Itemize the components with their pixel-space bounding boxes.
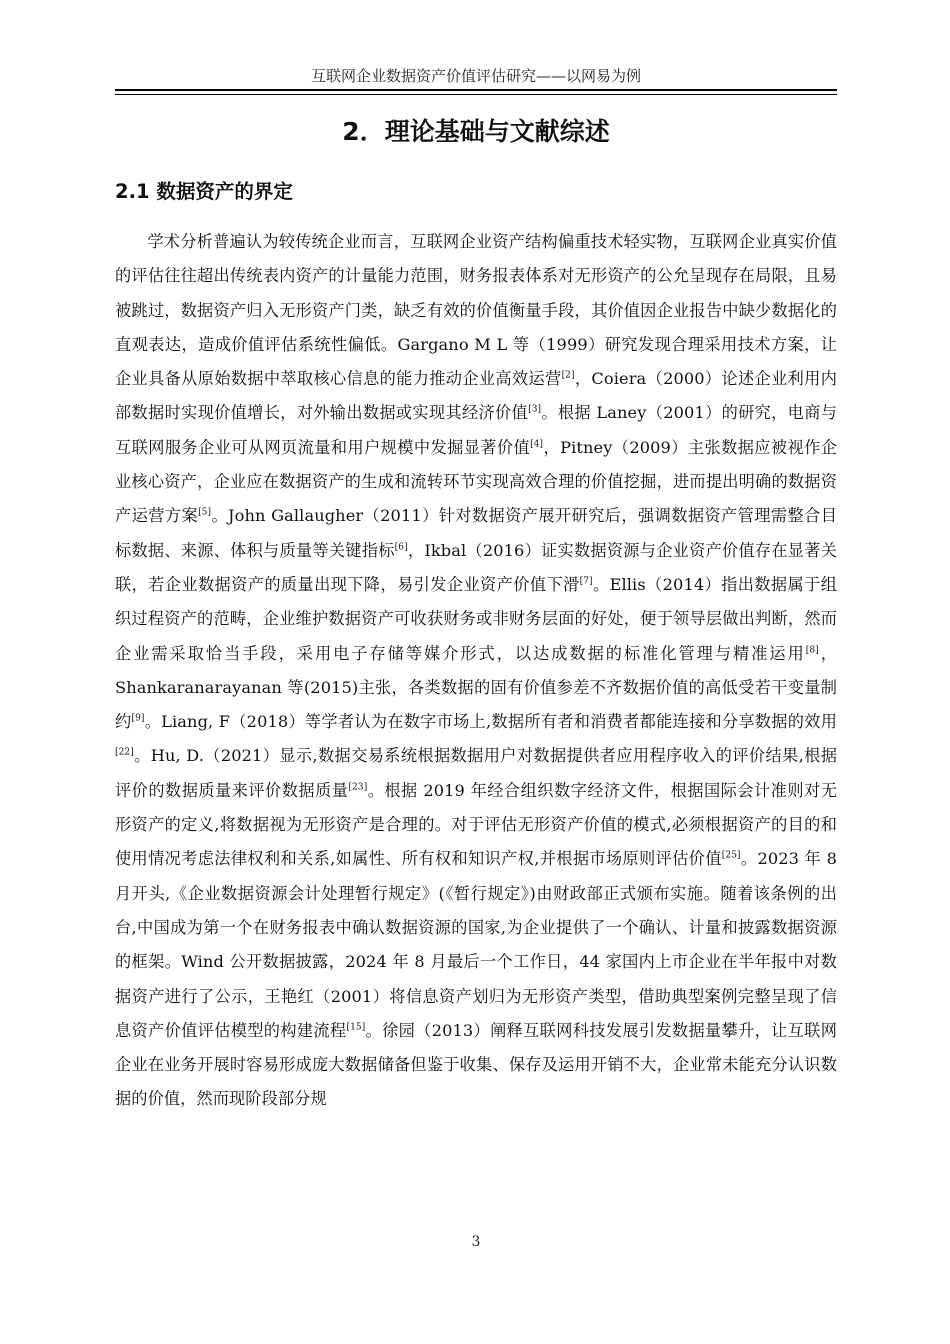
citation-ref: [22] [115,748,134,759]
citation-ref: [8] [805,645,819,656]
header-rule-thin [115,94,837,95]
paragraph-text: 。徐园（2013）阐释互联网科技发展引发数据量攀升，让互联网企业在业务开展时容易形成庞大数据储备但鉴于收集、保存及运用开销不大，企业常未能充分认识数据的价值，然而现阶段部分规 [115,1020,837,1109]
citation-ref: [25] [721,850,741,861]
paragraph-text: ，Pitney（2009）主张数据应被视作企业核心资产，企业应在数据资产的生成和流转环节实现高效合理的价值挖掘，进而提出明确的数据资产运营方案 [115,437,837,526]
paragraph-text: 。2023 年 8 月开头,《企业数据资源会计处理暂行规定》(《暂行规定》)由财政部正式颁布实施。随着该条例的出台,中国成为第一个在财务报表中确认数据资源的国家,为企业提供了一个确认、计量和披露数据资源的框架。Wind 公开数据披露，2024 年 8 月最后一个工作日，44 家国内上市企业在半年报中对数据资产进行了公示，王艳红（2001）将信息资产划归为无形资产类型，借助典型案例完整呈现了信息资产价值评估模型的构建流程 [115,849,838,1040]
paragraph-text: 学术分析普遍认为较传统企业而言，互联网企业资产结构偏重技术轻实物，互联网企业真实价值的评估往往超出传统表内资产的计量能力范围，财务报表体系对无形资产的公允呈现存在局限，且易被跳过，数据资产归入无形资产门类，缺乏有效的价值衡量手段，其价值因企业报告中缺少数据化的直观表达，造成价值评估系统性偏低。Gargano M L 等（1999）研究发现合理采用技术方案，让企业具备从原始数据中萃取核心信息的能力推动企业高效运营 [115,232,837,389]
paragraph-text: 。Ellis（2014）指出数据属于组织过程资产的范畴，企业维护数据资产可收获财务或非财务层面的好处，便于领导层做出判断，然而企业需采取恰当手段，采用电子存储等媒介形式，以达成数据的标准化管理与精准运用 [115,574,837,663]
citation-ref: [2] [561,370,575,381]
paragraph-text: 。根据 Laney（2001）的研究，电商与互联网服务企业可从网页流量和用户规模中发掘显著价值 [115,403,838,457]
citation-ref: [4] [530,439,544,450]
citation-ref: [5] [198,507,212,518]
citation-ref: [7] [579,576,593,587]
citation-ref: [3] [528,405,542,416]
section-title: 2.1 数据资产的界定 [115,180,293,203]
citation-ref: [23] [348,782,368,793]
paragraph-text: ，Ikbal（2016）证实数据资源与企业资产价值存在显著关联，若企业数据资产的质量出现下降，易引发企业资产价值下滑 [115,540,837,594]
paragraph-text: ，Coiera（2000）论述企业利用内部数据时实现价值增长，对外输出数据或实现其经济价值 [115,369,837,423]
paragraph-text: 。根据 2019 年经合组织数字经济文件，根据国际会计准则对无形资产的定义,将数据视为无形资产是合理的。对于评估无形资产价值的模式,必须根据资产的目的和使用情况考虑法律权利和关系,如属性、所有权和知识产权,并根据市场原则评估价值 [115,780,837,869]
paragraph-text: 。Liang, F（2018）等学者认为在数字市场上,数据所有者和消费者都能连接和分享数据的效用 [144,712,837,732]
chapter-title: 2．理论基础与文献综述 [342,117,610,146]
running-header: 互联网企业数据资产价值评估研究——以网易为例 [310,67,641,85]
header-rule-thick [115,89,837,91]
citation-ref: [15] [346,1022,366,1033]
body-paragraph [115,225,837,1117]
paragraph-text: 。John Gallaugher（2011）针对数据资产展开研究后，强调数据资产管理需整合目标数据、来源、体积与质量等关键指标 [115,506,837,560]
paragraph-text: 。Hu, D.（2021）显示,数据交易系统根据数据用户对数据提供者应用程序收入的评价结果,根据评价的数据质量来评价数据质量 [115,746,837,800]
citation-ref: [9] [131,713,145,724]
citation-ref: [6] [394,542,408,553]
paragraph-text: ，Shankaranarayanan 等(2015)主张，各类数据的固有价值参差不齐数据价值的高低受若干变量制约 [115,643,837,732]
page-number: 3 [471,1234,481,1250]
